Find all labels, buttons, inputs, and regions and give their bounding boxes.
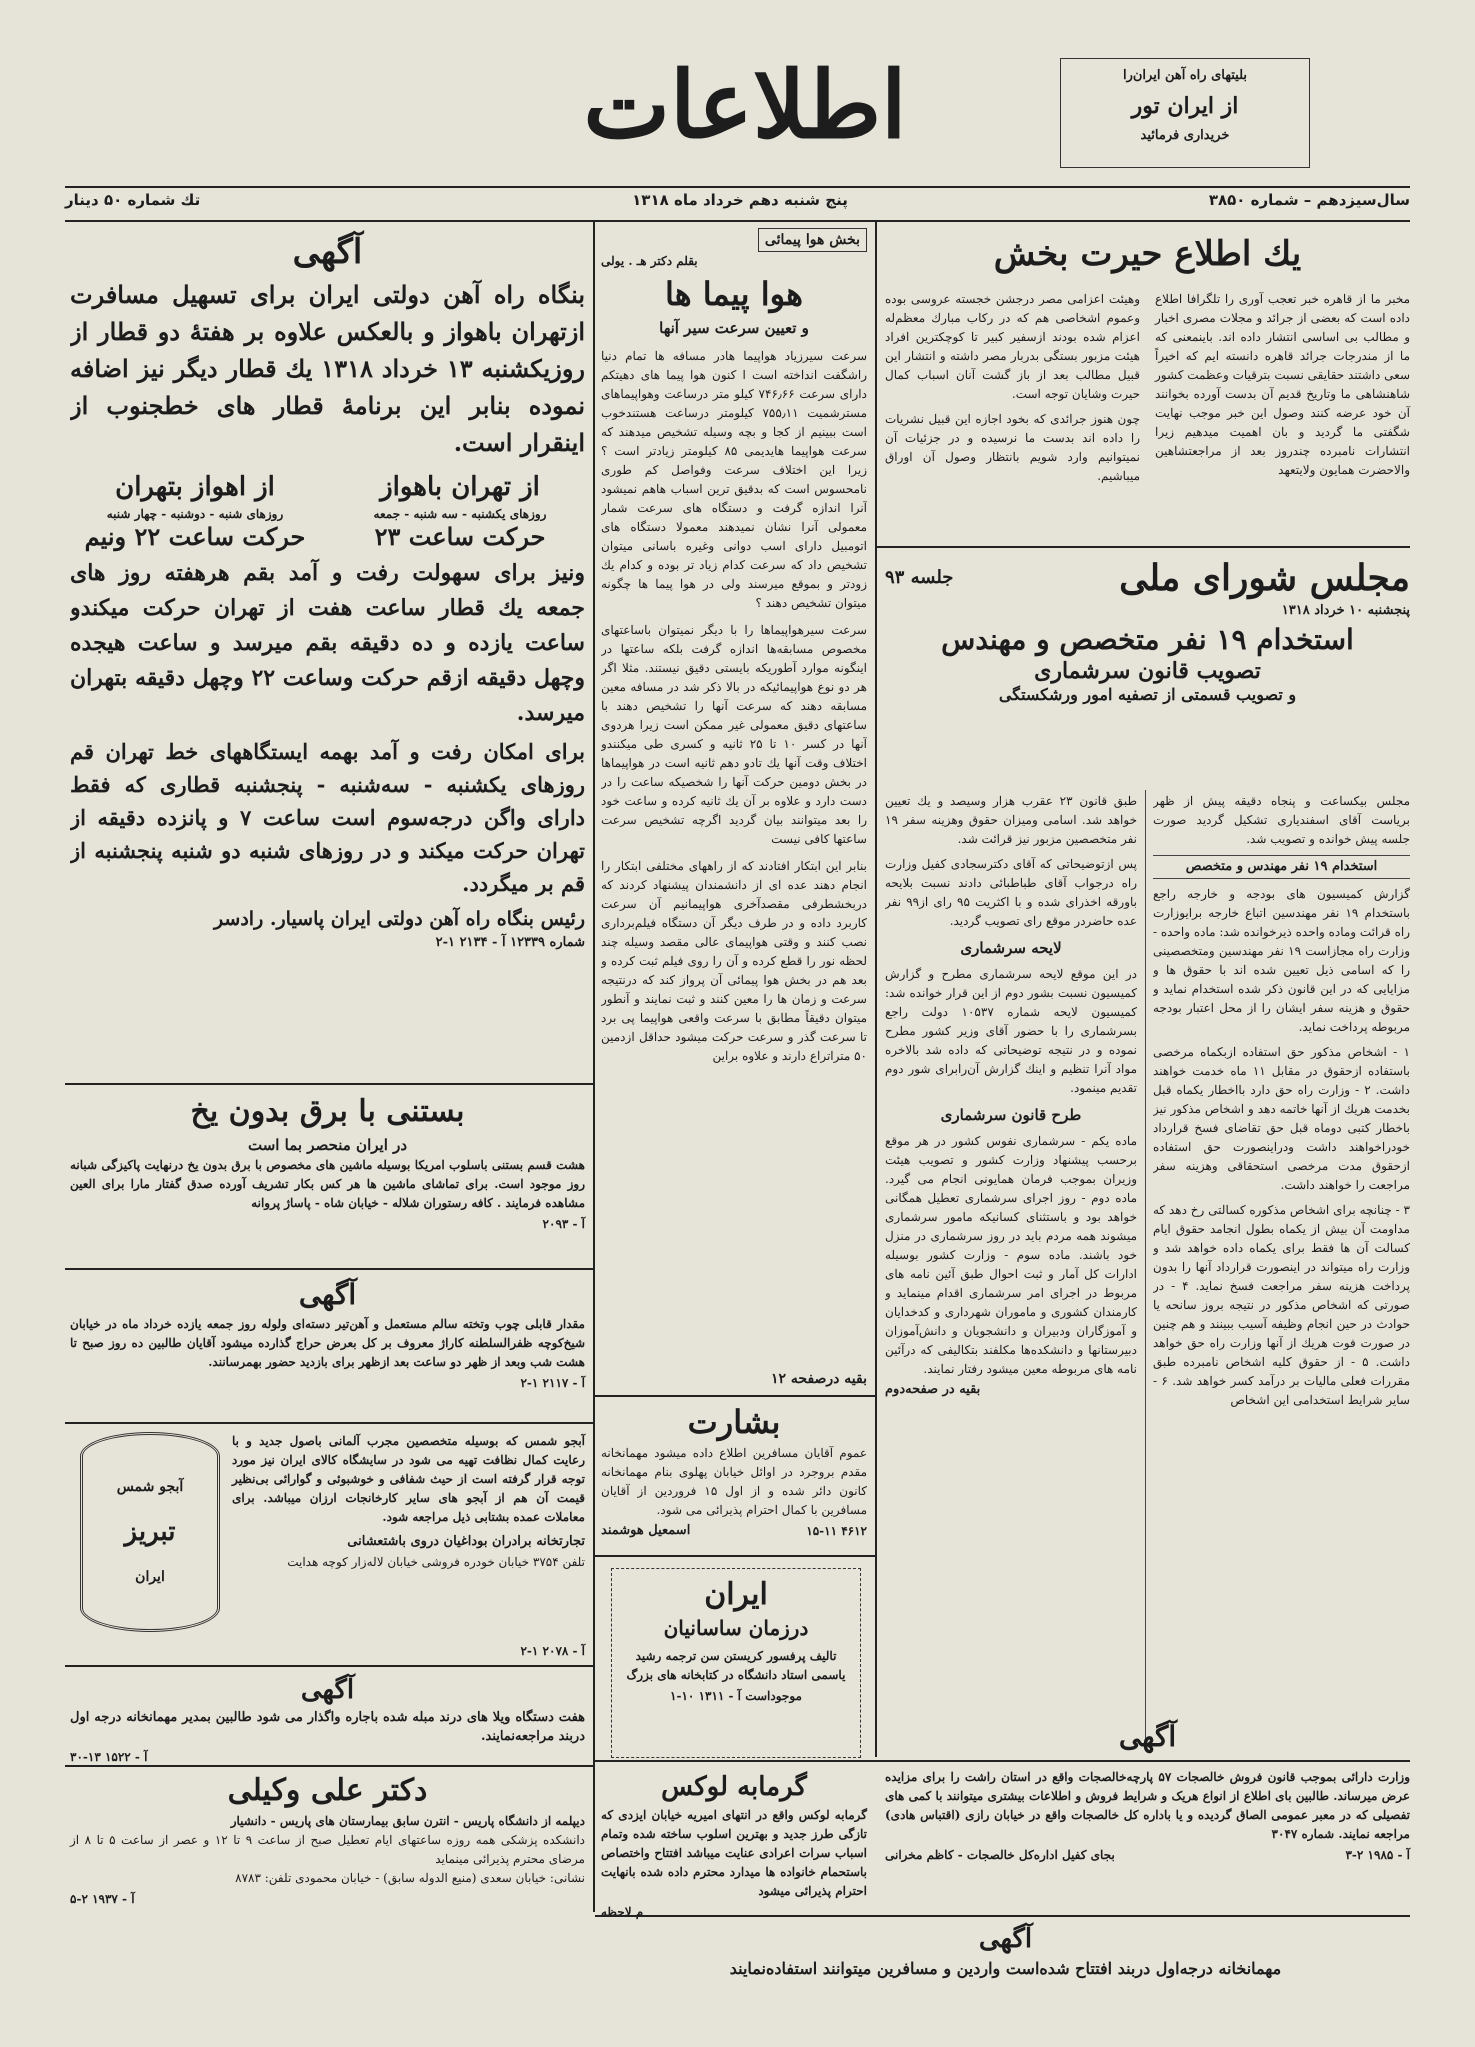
ad-sign: اسمعیل هوشمند — [601, 1523, 691, 1538]
majlis-section-head: استخدام ۱۹ نفر مهندس و متخصص — [1153, 855, 1410, 879]
ad-sign: رئیس بنگاه راه آهن دولتی ایران پاسیار. رادسر — [213, 908, 585, 930]
ad-line: دیپلمه از دانشگاه پاریس - انترن سابق بیمارستان های پاریس - دانشیار — [230, 1814, 585, 1828]
dateline-price: تك شماره ۵۰ دینار — [65, 191, 201, 209]
ad-ref: موجوداست آ - ۱۳۱۱ ۱۰-۱ — [670, 1689, 802, 1703]
dateline-rule — [65, 220, 1410, 222]
bath-ad — [601, 1768, 867, 1918]
beshart-ad — [601, 1400, 867, 1550]
majlis-paragraph: ۳ - چنانچه برای اشخاص مذکوره کسالتی رخ دهد که مداومت آن بیش از یکماه بطول انجامد حقوق ایام کسالت آن ها فقط برای یکماه داده خواهد شد و وزارت راه میتواند در اینصورت قرارداد آنها را بدون پرداخت هزینه سفر مراجعت فسخ نماید. ۴ - در صورتی که اشخاص مذکور در نتیجه بروز سانحه یا حوادث در حین انجام وظیفه آسیب ببینند و هم چنین در صورت فوت هریك از آنها وزارت راه حق خواهد داشت. ۵ - از حقوق کلیه اشخاص نامبرده طبق مقررات فعلی مالیات بر درآمد کسر خواهد شد. ۶ - سایر شرایط استخدامی این اشخاص — [1153, 1203, 1410, 1407]
ad-title: آگهی — [300, 1675, 355, 1705]
ad-body: بنگاه راه آهن دولتی ایران برای تسهیل مسافرت ازتهران باهواز و بالعکس علاوه بر هفتهٔ دو قطار از روزیکشنبه ۱۳ خرداد ۱۳۱۸ یك قطار دیگر نیز اضافه نموده بنابر این برنامهٔ قطار های خطجنوب از اینقرار است. — [70, 280, 585, 457]
ad-body: آبجو شمس که بوسیله متخصصین مجرب آلمانی باصول جدید و با رعایت کمال نظافت تهیه می شود در سایشگاه کالای ایران نیز مورد توجه قرار گرفته است از حیث شفافی و خوشبوئی و گوارائی بی‌نظیر قیمت آن هم از آبجو های سایر کارخانجات ارزان میباشد. برای معاملات عمده بشتابی ذیل مراجعه شود. — [232, 1434, 585, 1524]
ad-body: تالیف پرفسور کریستن سن ترجمه رشید یاسمی استاد دانشگاه در کتابخانه های بزرگ — [626, 1649, 846, 1682]
column-rule — [875, 222, 877, 1757]
article-subhead: و تعیین سرعت سیر آنها — [659, 319, 809, 337]
section-rule — [877, 546, 1410, 548]
section-rule — [65, 1083, 593, 1085]
villa-ad — [70, 1672, 585, 1762]
ad-title: ایران — [704, 1577, 768, 1612]
ad-body: عموم آقایان مسافرین اطلاع داده میشود مهمانخانه مقدم بروجرد در اوائل خیابان پهلوی بنام مهمانخانه کانون دائر شده و از اول ۱۵ فروردین از آقایان مسافرین با کمال احترام پذیرائی می شود. — [601, 1446, 867, 1517]
majlis-col-2 — [885, 792, 1137, 1752]
ad-company: تجارتخانه برادران بوداغیان دروی باشتعشانی — [347, 1534, 585, 1549]
ad-ref: آ - ۲۰۹۳ — [542, 1217, 585, 1231]
icecream-ad — [70, 1090, 585, 1260]
majlis-block — [885, 556, 1410, 706]
route-label: از اهواز بتهران — [115, 472, 275, 502]
ad-body: هفت دستگاه ویلا های درند مبله شده باجاره واگذار می شود طالبین بمدیر مهمانخانه درجه اول دربند مراجعه‌نمایند. — [70, 1710, 585, 1744]
majlis-subhead: تصویب قانون سرشماری — [1034, 658, 1261, 684]
continued-note: بقیه در صفحه‌دوم — [885, 1382, 981, 1397]
aviation-article — [601, 228, 867, 1368]
hotel-ad — [601, 1920, 1410, 2000]
ad-line: دانشکده پزشکی همه روزه ساعتهای ایام تعطیل صبح از ساعت ۹ تا ۱۲ و عصر از ساعت ۵ تا ۸ از مرضای محترم پذیرائی مینماید — [70, 1833, 585, 1866]
ad-body: مقدار قابلی چوب وتخته سالم مستعمل و آهن‌تیر دسته‌ای ولوله روز جمعه یازده خرداد ماه در خیابان شیخ‌کوچه ظفرالسلطنه کاراژ معروف بر کل بعرض حراج گذارده میشود آقایان طالبین ده روز صبح تا هشت شب وبعد از ظهر دو ساعت بعد ازظهر برای بازدید حضور بهمرسانند. — [70, 1317, 585, 1369]
stamp-text: تبریز — [124, 1517, 176, 1547]
majlis-paragraph: پس ازتوضیحاتی که آقای دکترسجادی کفیل وزارت راه درجواب آقای طباطبائی دادند نسبت بلایحه باورقه اخذرای شده و با اکثریت ۹۵ رای از۹۹ نفر عده حاضردر موقع رای تصویب گردید. — [885, 857, 1137, 928]
ad-title: آگهی — [292, 232, 363, 272]
majlis-subhead: و تصویب قسمتی از تصفیه امور ورشکستگی — [998, 685, 1297, 704]
stamp-text: آبجو شمس — [116, 1479, 184, 1495]
section-rule — [595, 1395, 875, 1397]
masthead-rule — [65, 186, 1410, 188]
ad-ref: شماره ۱۲۳۳۹ آ - ۲۱۳۴ ۱-۲ — [435, 935, 585, 950]
section-rule — [65, 1268, 593, 1270]
beer-stamp — [80, 1432, 220, 1632]
dateline-volume: سال‌سیزدهم – شماره ۳۸۵۰ — [1208, 191, 1410, 209]
byline: بقلم دکتر هـ . یولی — [601, 254, 698, 268]
route-days: روزهای شنبه - دوشنبه - چهار شنبه — [106, 507, 284, 521]
promo-line: از ایران تور — [1131, 93, 1239, 119]
ad-body: گرمابه لوکس واقع در انتهای امیریه خیابان ایزدی که تازگی طرز جدید و بهترین اسلوب ساخته شده وتمام اسباب سرات اعرادی عنایت میباشد افتتاح واختصاص باستحمام خانواده ها میدارد محترم داده شده بانهایت احترام پذیرائی میشود — [601, 1808, 867, 1898]
railway-ad — [70, 228, 585, 1078]
promo-box — [1060, 58, 1310, 168]
beer-ad — [232, 1432, 585, 1652]
headline: یك اطلاع حیرت بخش — [993, 234, 1302, 274]
ad-ref: آ - ۲۱۱۷ ۱-۲ — [520, 1376, 585, 1390]
majlis-paragraph: ماده یکم - سرشماری نفوس کشور در هر موقع برحسب پیشنهاد وزارت کشور و تصویب هیئت وزیران بموجب فرمان همایونی انجام می گیرد. ماده دوم - روز اجرای سرشماری تعطیل همگانی خواهد بود و باستثنای کسانیکه مامور سرشماری میشوند همه مردم باید در روز سرشماری در منزل خود باشند. ماده سوم - وزارت کشور بوسیله ادارات کل آمار و ثبت احوال طبق آئین نامه های مربوط در اجرای امر سرشماری اقدام مینماید و کارمندان کشوری و ماموران شهرداری و کدخدایان و آموزگاران ودبیران و دانشجویان و دانش‌آموزان دبیرستانها و دانشکده‌ها مکلفند بتکالیفی که درآئین نامه های مربوطه معین میشود رفتار نمایند. — [885, 1134, 1137, 1376]
majlis-section-head: طرح قانون سرشماری — [940, 1106, 1082, 1124]
majlis-section-head: لایحه سرشماری — [960, 939, 1062, 957]
ad-body: برای امکان رفت و آمد بهمه ایستگاههای خط تهران قم روزهای یکشنبه - سه‌شنبه - پنجشنبه قطاری که فقط دارای واگن درجه‌سوم است ساعت ۷ و پانزده دقیقه از تهران حرکت میکند و در روزهای شنبه دو شنبه پنجشنبه از قم بر میگردد. — [70, 739, 585, 896]
ad-body: وزارت دارائی بموجب قانون فروش خالصجات ۵۷ پارچه‌خالصجات واقع در استان راشت را برای مزایده عرض میرساند. طالبین بای اطلاع از انواع هریک و شرایط فروش و اطلاعات بیشتری میتوانند با کمی های تفصیلی که در معبر عمومی الصاق گردیده و یا باداره کل خالصجات واقع در خیابان رازی (اقتباس هادی) مراجعه نمایند. شماره ۳۰۴۷ — [885, 1770, 1410, 1841]
ad-title: دکتر علی وکیلی — [227, 1773, 428, 1808]
ad-title: آگهی — [978, 1924, 1033, 1954]
section-rule — [595, 1915, 1410, 1917]
ad-address: تلفن ۳۷۵۴ خیابان خودره فروشی خیابان لالەزار کوچه هدایت — [287, 1555, 585, 1569]
promo-line: خریداری فرمائید — [1140, 128, 1230, 143]
majlis-paragraph: طبق قانون ۲۳ عقرب هزار وسیصد و یك تعیین خواهد شد. اسامی وميزان حقوق وهزینه سفر ۱۹ نفر متخصصین مزبور نیز قرائت شد. — [885, 794, 1137, 846]
book-ad — [611, 1568, 861, 1758]
section-rule — [65, 1665, 593, 1667]
dateline-date: پنج شنبه دهم خرداد ماه ۱۳۱۸ — [632, 191, 848, 209]
ad-ref: م لاحظه — [601, 1905, 644, 1919]
route-label: از تهران باهواز — [380, 472, 540, 502]
ad-subtitle: در ایران منحصر بما است — [247, 1136, 408, 1154]
ad-title: گرمابه لوکس — [661, 1772, 807, 1802]
route-days: روزهای یکشنبه - سه شنبه - جمعه — [373, 507, 547, 521]
wood-ad — [70, 1275, 585, 1415]
session-number: جلسه ۹۳ — [885, 567, 954, 588]
majlis-paragraph: گزارش کمیسیون های بودجه و خارجه راجع باستخدام ۱۹ نفر مهندسین اتباع خارجه برایوزارت راه قرائت وماده واحده ذیرخوانده شد: ماده واحده - وزارت راه مجازاست ۱۹ نفر مهندسین ومتخصصینی را که اسامی ذیل تعیین شده اند با حقوق ها و مزایایی که در این قانون ذکر شده استخدام نماید و حقوق و هزینه سفر ایشان را از محل اعتبار بودجه مربوطه پرداخت نماید. — [1153, 887, 1410, 1034]
column-rule — [593, 222, 595, 1912]
article-paragraph: بنابر این ابتکار افتادند که از راههای مختلفی ابتکار را انجام دهند عده ای از دانشمندان پیشنهاد کردند که دربخشطرفی مقصدآخری هواپیمانیم آن سرعت کاربرد داده و در طرف دیگر آن دستگاه فیلم‌برداری نصب کنند و وقتی هواپیمای عالی مقصد وسیله چند لحظه نور را قطع کرده و آن را روی فیلم ثبت کرده و بعد هم در بخش هوا پیمائی آن پرواز کند که درنتیجه سرعت و زمان ها را معین کنند و ثبت نمایند و آنطور میتوان دقیقاً مطابق با سرعت واقعی هواپیما پی برد تا سرعت گذر و سرعت حرکت میشود حداقل ازدمین ۵۰ متراتراع دارند و علاوه براین — [601, 859, 867, 1063]
story-paragraph: وهیئت اعزامی مصر درجشن خجسته عروسی بوده وعموم اشخاصی هم که در رکاب مبارك معظم‌له اعزام شده بودند ازسفیر کبیر تا کوچکترین افراد هیئت مزبور بستگی بدربار مصر داشته و انتشار این قبیل مطالب بعد از باز گشت آنان اسباب کمال حیرت وشایان توجه است. — [885, 292, 1140, 401]
story-paragraph: چون هنوز جرائدی که بخود اجازه این قبیل نشریات را داده اند بدست ما نرسیده و در جزئیات آن نمیتوانیم وارد شویم بانتظار وصول آن اوراق میباشیم. — [885, 412, 1140, 483]
ad-body: ونیز برای سهولت رفت و آمد بقم هرهفته روز های جمعه یك قطار ساعت هفت از تهران حرکت میکندو ساعت یازده و ده دقیقه بقم میرسد و ساعت هیجده وچهل دقیقه ازقم حرکت وساعت ۲۲ وچهل دقیقه بتهران میرسد. — [70, 560, 585, 726]
inner-column-rule — [1145, 790, 1146, 1750]
ad-body: هشت قسم بستنی باسلوب امریکا بوسیله ماشین های مخصوص با برق بدون یخ درنهایت پاکیزگی شبانه روز موجود است. برای تماشای ماشین ها هر کس بکار تشریف آورده صدق گفتار مارا برای العین مشاهده فرمایند . کافه رستوران شلاله - خیابان شاه - پاساژ پروانه — [70, 1158, 585, 1210]
majlis-paragraph: مجلس بیکساعت و پنجاه دقیقه پیش از ظهر بریاست آقای اسفندیاری تشکیل گردید صورت جلسه پیش خوانده و تصویب شد. — [1153, 794, 1410, 846]
majlis-headline: مجلس شورای ملی — [1119, 557, 1410, 599]
story-paragraph: مخبر ما از قاهره خبر تعجب آوری را تلگرافا اطلاع داده است که بعضی از جرائد و مجلات مصری اخبار و مطالب بی اساسی انتشار داده اند. باینمعنی که ما از مندرجات جرائد قاهره دانسته ایم که اخیراً سعی داشتند حقایقی نسبت بترقیات وعظمت کشور شاهنشاهی ما وتاریخ قدیم آن بدست آورده بخوانند آن خود عرضه کنند وصول این خبر موجب نهایت شگفتی ما گردید و بان اهمیت میدهیم زیرا انتشارات نامبرده چندروز بعد از مراجعتشاهین والاحضرت همایون ولایتعهد — [1155, 292, 1410, 477]
masthead-title: اطلاعات — [583, 51, 907, 159]
stamp-text: ایران — [135, 1569, 165, 1585]
story-text — [885, 290, 1410, 540]
sale-ad-body — [885, 1768, 1410, 1908]
article-paragraph: سرعت سیرهواپیماها را با دیگر نمیتوان باساعتهای مخصوص مسابقه‌ها اندازه گرفت بلکه ساعتها در اینگونه موارد آطوریکه بایستی دقیق نیستند. مثلا اگر هر دو نوع هواپیمائیکه در بالا ذکر شد در مسافه معین مسابقه دهند که سرعت آنها را تشخیص دهند با ساعتهای دقیق معمولی غیر ممکن است زیرا هردوی آنها در کسر ۱۰ تا ۲۵ ثانیه و کسری طی میکنندو اختلاف وقت آنها یك تادو دهم ثانیه است در هواپیماها در بخش دومین حرکت آنها را شخصیکه ساعت را در دست دارد و علاوه بر آن یك ثانیه کرده و ساعت خود را بعد میتوانند بیان گردید اگرچه تشخیص سرعت ساعتها کافی نیست — [601, 623, 867, 846]
section-rule — [65, 1765, 593, 1767]
ad-body: مهمانخانه درجه‌اول دربند افتتاح شده‌است واردین و مسافرین میتوانند استفاده‌نمایند — [729, 1959, 1282, 1978]
ad-title: بستنی با برق بدون یخ — [190, 1094, 465, 1129]
majlis-subhead: استخدام ۱۹ نفر متخصص و مهندس — [941, 623, 1354, 656]
promo-line: بلیتهای راه آهن ایران‌را — [1123, 68, 1247, 83]
ad-title: بشارت — [687, 1403, 781, 1441]
ad-ref: ۴۶۱۲ ۱۵-۱۱ — [806, 1524, 867, 1538]
ad-title: آگهی — [298, 1278, 357, 1311]
article-headline: هوا پیما ها — [664, 275, 803, 313]
ad-ref: آ - ۱۵۲۲ ۱۳-۳۰ — [70, 1750, 148, 1764]
majlis-col-1 — [1153, 792, 1410, 1752]
ad-ref: آ - ۱۹۸۵ ۲-۳ — [1345, 1848, 1410, 1862]
sale-ad-title: آگهی — [1118, 1720, 1177, 1753]
route-time: حرکت ساعت ۲۳ — [374, 522, 546, 551]
ad-sign: بجای کفیل اداره‌کل خالصجات - کاظم مخرانی — [885, 1848, 1115, 1862]
route-time: حرکت ساعت ۲۲ ونیم — [84, 522, 306, 551]
ad-line: نشانی: خیابان سعدی (منیع الدوله سابق) - خیابان محمودی تلفن: ۸۷۸۳ — [235, 1871, 585, 1885]
ad-ref: آ - ۲۰۷۸ ۱-۲ — [520, 1644, 585, 1658]
ad-subtitle: درزمان ساسانیان — [663, 1616, 809, 1640]
majlis-date: پنجشنبه ۱۰ خرداد ۱۳۱۸ — [1281, 603, 1410, 618]
ad-ref: آ - ۱۹۳۷ ۲-۵ — [70, 1892, 135, 1906]
continued-note: بقیه درصفحه ۱۲ — [770, 1371, 867, 1387]
section-rule — [595, 1555, 875, 1557]
section-label: بخش هوا پیمائی — [758, 228, 867, 252]
majlis-paragraph: در این موقع لایحه سرشماری مطرح و گزارش کمیسیون نسبت بشور دوم از این قرار خوانده شد: کمیسیون لایحه شماره ۱۰۵۳۷ دولت راجع بسرشماری را با حضور آقای وزیر کشور مطرح نموده و در نتیجه توضیحاتی که داده شد بالاخره مواد آنرا تنظیم و اینك گزارش آن‌رابرای شور دوم تقدیم مینمود. — [885, 967, 1137, 1095]
majlis-paragraph: ۱ - اشخاص مذکور حق استفاده ازبکماه مرخصی باستفاده ازحقوق در مقابل ۱۱ ماه خدمت خواهند داشت. ۲ - وزارت راه حق دارد بااخطار یکماه قبل بخدمت هریك از آنها خاتمه دهد و اشخاص مذکور نیز باخطار کتبی دوماه قبل حق تقاضای فسخ قرارداد خودراخواهند داشت ودراینصورت حق استفاده ازحقوق مدت مرخصی استحقاقی وهزینه سفر مراجعت را خواهند داشت. — [1153, 1045, 1410, 1192]
doctor-ad — [70, 1770, 585, 1910]
article-paragraph: سرعت سیرزیاد هواپیما هادر مسافه ها تمام دنیا راشگفت انداخته است ا کنون هوا پیما های دهیتکم دارای سرعت ۷۴۶٫۶۶ کیلو متر درساعت وهواپیماهای مسترشمیت ۷۵۵٫۱۱ کیلومتر درساعت هستندخوب است ببینیم از کجا و بچه وسیله تشخیص میدهند که سرعت هواپیما هایدیمی ۸۵ کیلومتر زیادتر است ؟ زیرا این اختلاف سرعت وفواصل کم طوری نامحسوس است که بدقیق ترین اسباب هاهم نمیشود آنرا اندازه گرفت و دستگاه های سرعت شمار معمولی آنرا نشان نمیدهند معمولا دستگاه های اتومبیل دارای اسب دوانی وغیره باسانی میتوان تشخیص داد که سرعت کدام زیاد تر بوده و کدام یك زودتر و بموقع میرسند ولی در هوا پیما ها چگونه میتوان تشخیص دهند ؟ — [601, 349, 867, 610]
section-rule — [65, 1422, 593, 1424]
